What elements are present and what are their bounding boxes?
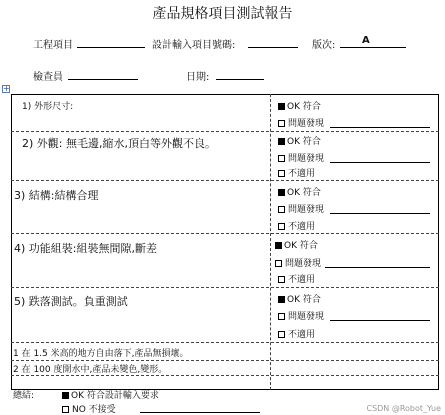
row1-issue[interactable]: 問題發現 [278,116,324,129]
conclusion-no[interactable]: NO 不接受 [62,402,116,415]
row4-na[interactable]: 不適用 [278,272,315,285]
checkbox-icon [275,260,282,267]
inspector-field[interactable] [68,79,138,80]
version-label: 版次: [312,40,336,51]
project-field[interactable] [77,47,145,48]
column-divider [270,94,271,390]
checked-box-icon [275,242,282,249]
project-label: 工程項目 [33,40,73,51]
note-boiling: 2 在 100 度開水中,產品未變色,變形。 [13,365,168,375]
item-appearance: 2) 外觀: 無毛邊,縮水,頂白等外觀不良。 [22,137,216,150]
checkbox-icon [278,206,285,213]
table-move-handle-icon[interactable]: + [3,84,10,93]
conclusion-label: 總結: [13,391,35,401]
row3-na[interactable]: 不適用 [278,219,315,232]
checked-box-icon [278,296,285,303]
version-value: A [362,35,370,46]
checked-box-icon [278,189,285,196]
row2-issue[interactable]: 問題發現 [278,151,324,164]
version-field[interactable] [340,47,406,48]
inspector-label: 檢查員 [33,72,63,83]
item-drop-test: 5) 跌落測試。負重測試 [14,295,128,308]
row1-ok[interactable]: OK 符合 [278,99,321,112]
checked-box-icon [278,103,285,110]
checkbox-icon [278,170,285,177]
row5-na[interactable]: 不適用 [278,327,315,340]
row5-ok[interactable]: OK 符合 [278,292,321,305]
checkbox-icon [278,155,285,162]
note-drop: 1 在 1.5 米高的地方自由落下,產品無損壞。 [13,349,189,359]
row2-ok[interactable]: OK 符合 [278,134,321,147]
row4-ok[interactable]: OK 符合 [275,238,318,251]
watermark: CSDN @Robot_Yue [366,404,441,413]
row4-issue[interactable]: 問題發現 [275,256,321,269]
row3-issue[interactable]: 問題發現 [278,202,324,215]
design-input-label: 設計輸入項目號碼: [152,40,236,51]
design-input-field[interactable] [248,47,298,48]
item-assembly: 4) 功能組裝:組裝無間隙,斷差 [14,242,157,255]
row2-na[interactable]: 不適用 [278,166,315,179]
item-dimensions: 1) 外形尺寸: [22,102,74,112]
checked-box-icon [278,138,285,145]
checkbox-icon [278,120,285,127]
date-field[interactable] [216,79,264,80]
date-label: 日期: [186,72,210,83]
checkbox-icon [278,313,285,320]
page-title: 產品規格項目測試報告 [152,6,293,22]
row3-ok[interactable]: OK 符合 [278,185,321,198]
checkbox-icon [278,331,285,338]
row5-issue[interactable]: 問題發現 [278,309,324,322]
checkbox-icon [62,406,69,413]
checked-box-icon [62,392,69,399]
item-structure: 3) 結構:結構合理 [14,189,99,202]
checkbox-icon [278,276,285,283]
checkbox-icon [278,223,285,230]
conclusion-ok[interactable]: OK 符合設計輸入要求 [62,388,159,401]
